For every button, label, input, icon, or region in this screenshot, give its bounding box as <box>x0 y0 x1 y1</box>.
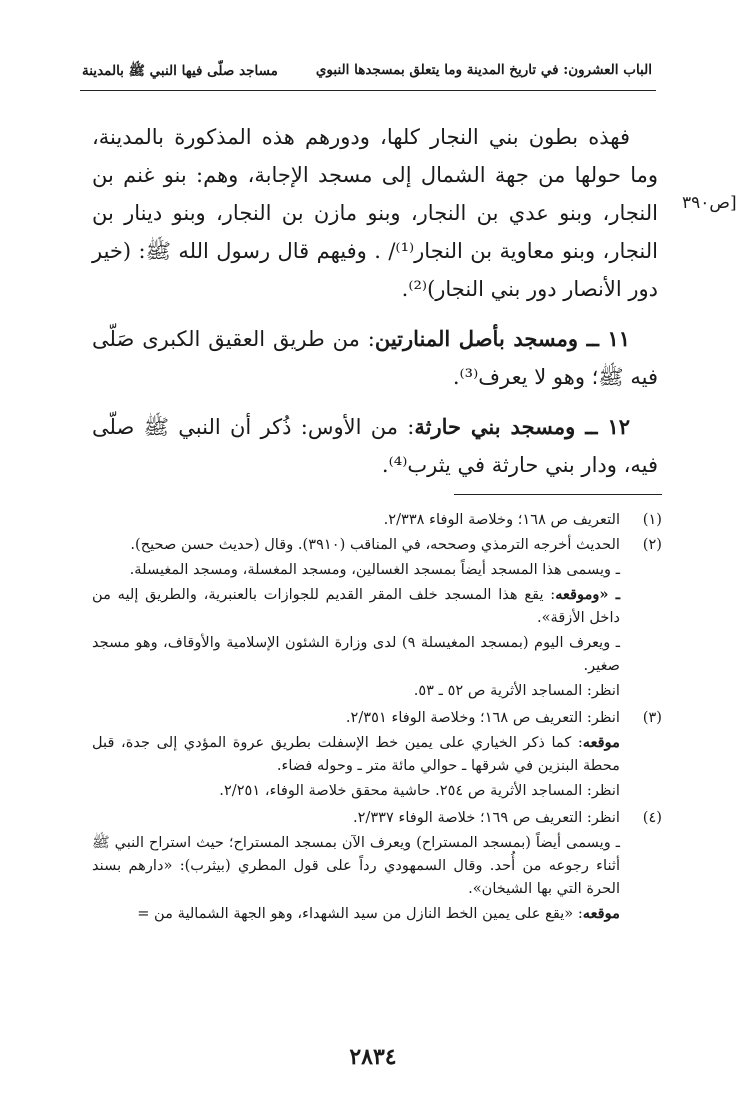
paragraph-item-11 <box>92 320 658 396</box>
footnote-line: الحديث أخرجه الترمذي وصححه، في المناقب (٣٩١٠). وقال (حديث حسن صحيح). <box>130 536 620 553</box>
footnote-rule <box>454 494 662 495</box>
footnote-line: ـ ويسمى هذا المسجد أيضاً بمسجد الغسالين، ومسجد المغسلة، ومسجد المغيسلة. <box>129 561 620 578</box>
footnote-number: (٢) <box>642 536 662 553</box>
item-12-heading: ١٢ ــ ومسجد بني حارثة <box>414 414 630 439</box>
footnote-line: موقعه: «يقع على يمين الخط النازل من سيد الشهداء، وهو الجهة الشمالية من = <box>137 905 620 922</box>
footnote-line: ـ ويعرف اليوم (بمسجد المغيسلة ٩) لدى وزارة الشئون الإسلامية والأوقاف، وهو مسجد صغير. <box>92 634 620 674</box>
main-text <box>92 118 658 496</box>
footnote-2 <box>92 533 662 704</box>
footnote-3 <box>92 706 662 804</box>
footnote-1 <box>92 508 662 531</box>
footnote-line: ـ ويسمى أيضاً (بمسجد المستراح) ويعرف الآن بمسجد المستراح؛ حيث استراح النبي ﷺ أثناء رجوعه من أُحد. وقال السمهودي رداً على قول المطري (بيثرب): «دارهم بسند الحرة التي بها الشيخان». <box>92 834 620 897</box>
item-11-heading: ١١ ــ ومسجد بأصل المنارتين <box>374 326 630 351</box>
page-number: ٢٨٣٤ <box>349 1044 397 1070</box>
margin-page-reference: [ص٣٩٠ <box>682 193 737 213</box>
footnote-number: (٤) <box>642 809 662 826</box>
header-rule <box>80 90 656 91</box>
footnote-label: موقعه <box>582 905 620 922</box>
footnotes <box>92 508 662 929</box>
running-header-section: مساجد صلّى فيها النبي ﷺ بالمدينة <box>82 63 278 79</box>
footnote-line: انظر: التعريف ص ١٦٩؛ خلاصة الوفاء ٢/٣٣٧. <box>352 809 620 826</box>
footnote-number: (٣) <box>642 709 662 726</box>
paragraph-najjar-clans: فهذه بطون بني النجار كلها، ودورهم هذه المذكورة بالمدينة، وما حولها من جهة الشمال إلى مسجد الإجابة، وهم: بنو غنم بن النجار، وبنو عدي بن النجار، وبنو مازن بن النجار، وبنو دينار بن النجار، وبنو معاوية بن النجار⁽¹⁾/ . وفيهم قال رسول الله ﷺ: (خير دور الأنصار دور بني النجار)⁽²⁾. <box>92 125 658 301</box>
footnote-number: (١) <box>642 511 662 528</box>
footnote-text: التعريف ص ١٦٨؛ وخلاصة الوفاء ٢/٣٣٨. <box>383 511 620 528</box>
footnote-line: انظر: التعريف ص ١٦٨؛ وخلاصة الوفاء ٢/٣٥١. <box>345 709 620 726</box>
paragraph-item-12 <box>92 408 658 484</box>
footnote-line: انظر: المساجد الأثرية ص ٥٢ ـ ٥٣. <box>413 682 620 699</box>
footnote-4 <box>92 806 662 927</box>
footnote-label: ـ «وموقعه <box>555 586 620 603</box>
footnote-line: ـ «وموقعه: يقع هذا المسجد خلف المقر القديم للجوازات بالعنبرية، والطريق إليه من داخل الأزقة». <box>92 586 620 626</box>
item-11-text: : من طريق العقيق الكبرى صَلّى فيه ﷺ؛ وهو لا يعرف⁽³⁾. <box>92 327 658 389</box>
running-header-chapter: الباب العشرون: في تاريخ المدينة وما يتعلق بمسجدها النبوي <box>315 62 652 78</box>
footnote-line: انظر: المساجد الأثرية ص ٢٥٤. حاشية محقق خلاصة الوفاء، ٢/٢٥١. <box>219 782 620 799</box>
footnote-label: موقعه <box>582 734 620 751</box>
footnote-line: موقعه: كما ذكر الخياري على يمين خط الإسفلت بطريق عروة المؤدي إلى جدة، قبل محطة البنزين في شرقها ـ حوالي مائة متر ـ وحوله فضاء. <box>92 734 620 774</box>
item-12-text: : من الأوس: ذُكر أن النبي ﷺ صلّى فيه، ودار بني حارثة في يثرب⁽⁴⁾. <box>92 415 658 477</box>
